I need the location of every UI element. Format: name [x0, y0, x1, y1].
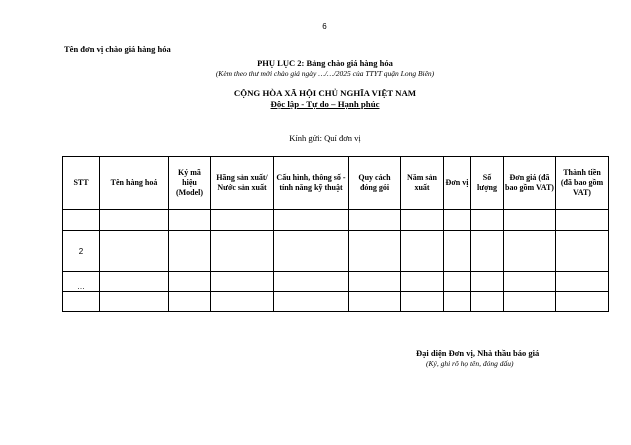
table-cell: [504, 292, 556, 312]
table-cell: [444, 272, 471, 292]
table-cell: [401, 272, 444, 292]
table-row: [63, 231, 609, 272]
greeting: Kính gửi: Quí đơn vị: [289, 133, 361, 143]
table-cell: [274, 292, 349, 312]
table-cell: [471, 210, 504, 231]
header-stt: STT: [63, 157, 100, 210]
org-label: Tên đơn vị chào giá hàng hóa: [64, 44, 171, 54]
table-cell: [63, 210, 100, 231]
table-cell: 2: [63, 231, 100, 272]
table-cell: [504, 272, 556, 292]
table-row: [63, 292, 609, 312]
table-cell: [471, 272, 504, 292]
table-cell: [100, 272, 169, 292]
table-row: [63, 210, 609, 231]
table-cell: [349, 210, 401, 231]
table-cell: [556, 210, 609, 231]
signature-note: (Ký, ghi rõ họ tên, đóng dấu): [426, 359, 514, 368]
table-cell: [169, 292, 211, 312]
header-packaging: Quy cách đóng gói: [349, 157, 401, 210]
table-cell: [274, 231, 349, 272]
header-year: Năm sản xuất: [401, 157, 444, 210]
table-cell: [401, 231, 444, 272]
page-number: 6: [322, 22, 327, 31]
quote-table: [62, 156, 609, 312]
header-item-name: Tên hàng hoá: [100, 157, 169, 210]
table-cell: [401, 292, 444, 312]
header-manufacturer: Hãng sản xuất/ Nước sản xuất: [211, 157, 274, 210]
table-cell: [63, 292, 100, 312]
table-cell: [471, 292, 504, 312]
table-cell: [444, 292, 471, 312]
table-cell: [349, 292, 401, 312]
header-quantity: Số lượng: [471, 157, 504, 210]
table-cell: [444, 210, 471, 231]
table-cell: [169, 231, 211, 272]
table-cell: [169, 272, 211, 292]
table-cell: [169, 210, 211, 231]
nation-name: CỘNG HÒA XÃ HỘI CHỦ NGHĨA VIỆT NAM: [233, 88, 417, 98]
table-cell: [471, 231, 504, 272]
header-unit-price: Đơn giá (đã bao gồm VAT): [504, 157, 556, 210]
table-cell: [211, 272, 274, 292]
table-cell: [211, 231, 274, 272]
appendix-title: PHỤ LỤC 2: Bảng chào giá hàng hóa: [257, 58, 393, 68]
table-cell: [444, 231, 471, 272]
header-specs: Cấu hình, thông số - tính năng kỹ thuật: [274, 157, 349, 210]
table-cell: [504, 210, 556, 231]
table-cell: [504, 231, 556, 272]
table-cell: [100, 210, 169, 231]
table-cell: [211, 292, 274, 312]
table-cell: [556, 272, 609, 292]
table-cell: [274, 272, 349, 292]
table-cell: [211, 210, 274, 231]
table-row: [63, 272, 609, 292]
header-model: Ký mã hiệu (Model): [169, 157, 211, 210]
table-cell: [401, 210, 444, 231]
appendix-subtitle: (Kèm theo thư mời chào giá ngày …/…/2025 của TTYT quận Long Biên): [215, 69, 435, 78]
nation-motto: Độc lập - Tự do – Hạnh phúc: [270, 99, 380, 109]
table-cell: [349, 231, 401, 272]
table-cell: [100, 231, 169, 272]
table-cell: [100, 292, 169, 312]
signature-title: Đại diện Đơn vị, Nhà thầu báo giá: [416, 348, 540, 358]
table-cell: [274, 210, 349, 231]
header-total: Thành tiền (đã bao gồm VAT): [556, 157, 609, 210]
table-header-row: [63, 157, 609, 210]
header-unit: Đơn vị: [444, 157, 471, 210]
table-cell: …: [63, 272, 100, 292]
table-cell: [556, 231, 609, 272]
table-cell: [349, 272, 401, 292]
table-cell: [556, 292, 609, 312]
